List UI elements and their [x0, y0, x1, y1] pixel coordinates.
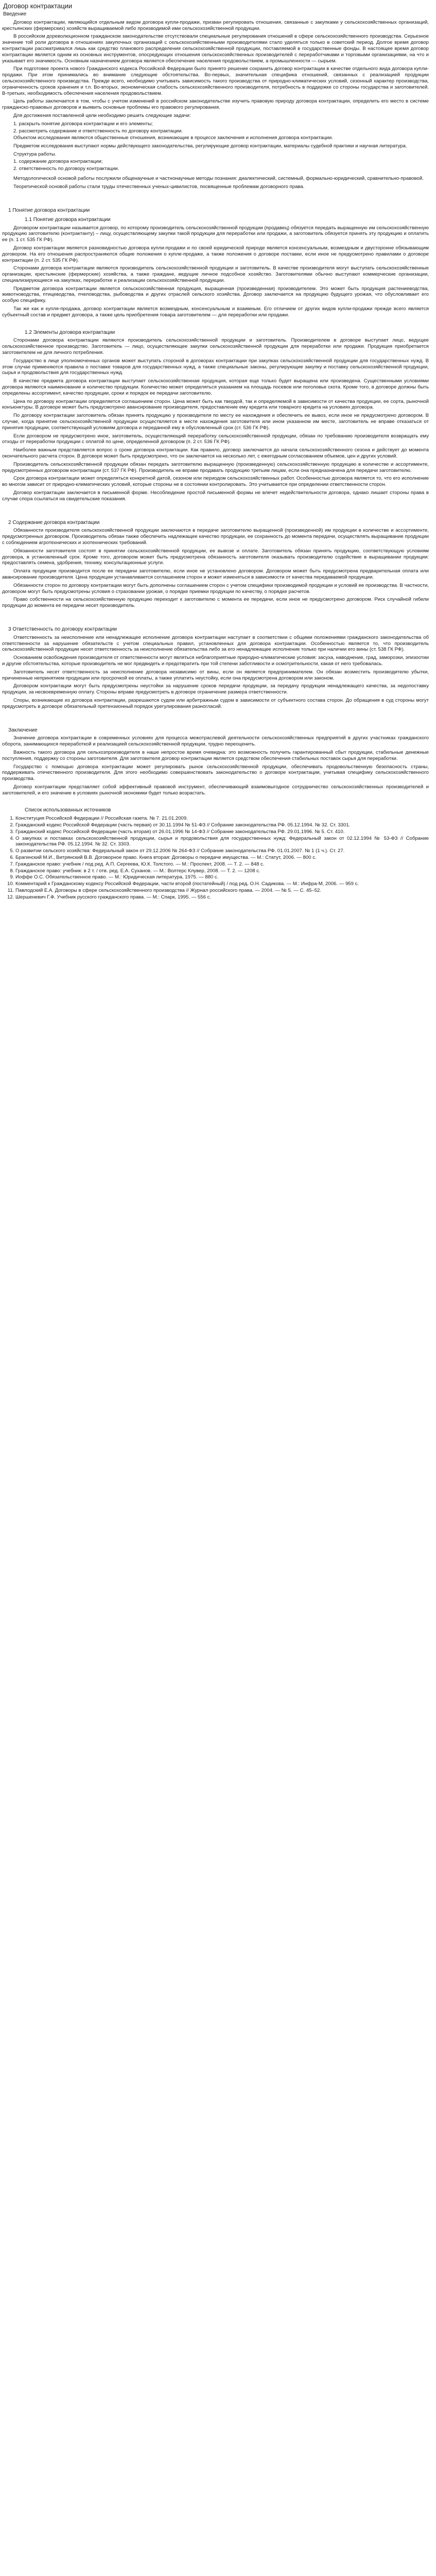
reference-item: 11. Павлодский Е.А. Договоры в сфере сельскохозяйственного производства // Журнал российского права. — 2004. — № 5. — С. 45–52.: [15, 888, 429, 894]
structure-item: 1. содержание договора контрактации;: [13, 158, 103, 164]
task-item: 2. рассмотреть содержание и ответственность по договору контрактации.: [13, 128, 183, 134]
body-paragraph: Важность такого договора для сельхозпроизводителя в наше непростое время очевидна: это возможность получить гарантированный сбыт продукции, стабильные денежные поступления, поддержку со стороны заготовителя. Для заготовителя договор контрактации является средством обеспечения стабильных поставок сырья для переработки.: [2, 749, 429, 761]
body-paragraph: Производитель сельскохозяйственной продукции обязан передать заготовителю выращенную (произведенную) сельскохозяйственную продукцию в количестве и ассортименте, предусмотренных договором контрактации (ст. 537 ГК РФ). Производитель не вправе продавать продукцию третьим лицам, если она предназначена для передачи заготовителю.: [2, 461, 429, 473]
reference-item: 4. О закупках и поставках сельскохозяйственной продукции, сырья и продовольствия для государственных нужд: Федеральный закон от 02.12.1994 № 53-ФЗ // Собрание законодательства РФ. 05.12.1994. № 32. Ст. 3303.: [15, 836, 429, 848]
references-list: [2, 816, 429, 900]
body-paragraph: Договор контрактации представляет собой эффективный правовой инструмент, обеспечивающий взаимовыгодное сотрудничество сельскохозяйственных производителей и заготовителей, и его значение в условиях рыночной экономики будет только возрастать.: [2, 784, 429, 796]
body-paragraph: Оплата продукции производится после ее передачи заготовителю, если иное не установлено договором. Договором может быть предусмотрена предварительная оплата или авансирование производителя. Цена продукции устанавливается соглашением сторон и может изменяться в зависимости от качества передаваемой продукции.: [2, 568, 429, 580]
chapter1-sub1-heading: 1.1 Понятие договора контрактации: [25, 216, 111, 223]
document-page: [0, 0, 436, 913]
reference-item: 5. О развитии сельского хозяйства: Федеральный закон от 29.12.2006 № 264-ФЗ // Собрание законодательства РФ. 01.01.2007. № 1 (1 ч.). Ст. 27.: [15, 848, 429, 854]
body-paragraph: Сторонами договора контрактации являются производитель сельскохозяйственной продукции и заготовитель. Производителем в договоре выступает лицо, ведущее сельскохозяйственное производство. Заготовитель — лицо, осуществляющее закупки сельскохозяйственной продукции для переработки или продажи. Продукция приобретается заготовителем не для личного потребления.: [2, 337, 429, 356]
chapter1-sub2-heading: 1.2 Элементы договора контрактации: [25, 329, 115, 335]
body-paragraph: Договор контрактации является разновидностью договора купли-продажи и по своей юридической природе является консенсуальным, возмездным и двусторонне обязывающим договором. На его отношения распространяются общие положения о купле-продаже, а также положения о договоре поставки, если иное не предусмотрено правилами о договоре контрактации (п. 2 ст. 535 ГК РФ).: [2, 245, 429, 263]
reference-item: 3. Гражданский кодекс Российской Федерации (часть вторая) от 26.01.1996 № 14-ФЗ // Собрание законодательства РФ. 29.01.1996. № 5. Ст. 410.: [15, 829, 429, 835]
intro-paragraph: Цель работы заключается в том, чтобы с учетом изменений в российском законодательстве изучить правовую природу договора контрактации, определить его место в системе гражданско-правовых договоров и выявить основные проблемы его правового регулирования.: [2, 98, 429, 111]
body-paragraph: Государство в лице уполномоченных органов может выступать стороной в договорах контрактации при закупках сельскохозяйственной продукции для государственных нужд. В этом случае применяются правила о поставке товаров для государственных нужд, а также специальные законы, регулирующие закупку и поставку сельскохозяйственной продукции, сырья и продовольствия для государственных нужд.: [2, 358, 429, 376]
body-paragraph: Споры, возникающие из договора контрактации, разрешаются судом или арбитражным судом в зависимости от субъектного состава сторон. До обращения в суд стороны могут предусмотреть в договоре обязательный претензионный порядок урегулирования разногласий.: [2, 697, 429, 709]
structure-heading: Структура работы.: [13, 151, 57, 157]
reference-item: 1. Конституция Российской Федерации // Российская газета. № 7. 21.01.2009.: [15, 816, 429, 822]
task-item: 1. раскрыть понятие договора контрактации и его элементы;: [13, 121, 153, 127]
method-paragraph: Методологической основой работы послужили общенаучные и частнонаучные методы познания: диалектический, системный, формально-юридический, сравнительно-правовой.: [13, 176, 424, 182]
body-paragraph: Право собственности на сельскохозяйственную продукцию переходит к заготовителю с момента ее передачи, если иное не предусмотрено договором. Риск случайной гибели продукции до момента ее передачи несет производитель.: [2, 597, 429, 609]
reference-item: 12. Шершеневич Г.Ф. Учебник русского гражданского права. — М.: Спарк, 1995. — 556 с.: [15, 894, 429, 901]
body-paragraph: Обязанности сторон по договору контрактации могут быть дополнены соглашением сторон с учетом специфики производимой продукции и условий ее производства. В частности, договором могут быть предусмотрены условия о страховании урожая, о порядке приемки продукции по качеству, о порядке расчетов.: [2, 582, 429, 595]
body-paragraph: Обязанности заготовителя состоят в принятии сельскохозяйственной продукции, ее вывозе и оплате. Заготовитель обязан принять продукцию, соответствующую условиям договора, в установленный срок. Кроме того, договором может быть предусмотрена обязанность заготовителя оказывать производителю содействие в выращивании продукции: предоставлять семена, удобрения, технику, консультационные услуги.: [2, 548, 429, 566]
intro-heading: Введение: [3, 11, 27, 17]
chapter1-heading: 1 Понятие договора контрактации: [8, 207, 90, 213]
body-paragraph: Значение договора контрактации в современных условиях для процесса межотраслевой деятельности сельскохозяйственных предприятий в других участниках гражданского оборота, занимающихся переработкой и реализацией сельскохозяйственной продукции, трудно переоценить.: [2, 735, 429, 748]
body-paragraph: Предметом договора контрактации является сельскохозяйственная продукция, выращенная (произведенная) производителем. Это может быть продукция растениеводства, животноводства, птицеводства, пчеловодства, рыбоводства и других отраслей сельского хозяйства. Договор заключается на продукцию будущего урожая, что обусловливает его особую специфику.: [2, 285, 429, 304]
reference-item: 10. Комментарий к Гражданскому кодексу Российской Федерации, части второй (постатейный) / под ред. О.Н. Садикова. — М.: Инфра-М, 2006. — 959 с.: [15, 881, 429, 887]
body-paragraph: Наиболее важным представляется вопрос о сроке договора контрактации. Как правило, договор заключается до начала сельскохозяйственного сезона и действует до момента окончательного расчета сторон. В договоре может быть предусмотрено, что он заключается на несколько лет, с ежегодным согласованием объемов, цен и других условий.: [2, 447, 429, 460]
body-paragraph: Основанием освобождения производителя от ответственности могут являться неблагоприятные природно-климатические условия: засуха, наводнение, град, заморозки, эпизоотии и другие обстоятельства, которые производитель не мог предвидеть и предотвратить при той степени заботливости и осмотрительности, какая от него требовалась.: [2, 655, 429, 667]
body-paragraph: В качестве предмета договора контрактации выступает сельскохозяйственная продукция, которая еще только будет выращена или произведена. Существенными условиями договора являются наименование и количество продукции. Количество может определяться указанием на площадь посевов или поголовье скота. Кроме того, в договоре должны быть определены ассортимент, качество продукции, сроки и порядок ее передачи заготовителю.: [2, 378, 429, 396]
intro-paragraph: Предметом исследования выступают нормы действующего законодательства, регулирующие договор контрактации, материалы судебной практики и научная литература.: [13, 143, 407, 149]
document-title: Договор контрактации: [3, 2, 73, 10]
body-paragraph: Договор контрактации заключается в письменной форме. Несоблюдение простой письменной формы не влечет недействительности договора, однако лишает стороны права в случае спора ссылаться на свидетельские показания.: [2, 490, 429, 502]
intro-paragraph: Для достижения поставленной цели необходимо решить следующие задачи:: [13, 112, 191, 118]
body-paragraph: По договору контрактации заготовитель обязан принять продукцию у производителя по месту ее нахождения и обеспечить ее вывоз, если иное не предусмотрено договором. В случае, когда принятие сельскохозяйственной продукции осуществляется в месте нахождения заготовителя или ином указанном им месте, заготовитель не вправе отказаться от принятия продукции, соответствующей условиям договора и переданной ему в обусловленный срок (ст. 536 ГК РФ).: [2, 413, 429, 431]
chapter3-heading: 3 Ответственность по договору контрактации: [8, 626, 117, 632]
body-paragraph: Цена по договору контрактации определяется соглашением сторон. Цена может быть как твердой, так и определяемой в зависимости от качества продукции, ее сорта, рыночной конъюнктуры. В договоре может быть предусмотрено авансирование производителя, предоставление ему кредита или товарного кредита на условиях договора.: [2, 398, 429, 411]
intro-section: [2, 20, 429, 190]
reference-item: 7. Гражданское право: учебник / под ред. А.П. Сергеева, Ю.К. Толстого. — М.: Проспект, 2008. — Т. 2. — 848 с.: [15, 861, 429, 868]
intro-paragraph: Договор контрактации, являющийся отдельным видом договора купли-продажи, призван регулировать отношения, связанные с закупками у сельскохозяйственных организаций, крестьянских (фермерских) хозяйств выращиваемой либо производимой ими сельскохозяйственной продукции.: [2, 19, 429, 31]
chapter2-heading: 2 Содержание договора контрактации: [8, 519, 100, 526]
reference-item: 6. Брагинский М.И., Витрянский В.В. Договорное право. Книга вторая: Договоры о передаче имущества. — М.: Статут, 2006. — 800 с.: [15, 855, 429, 861]
intro-paragraph: При подготовке проекта нового Гражданского кодекса Российской Федерации было принято решение сохранить договор контрактации в качестве отдельного вида договора купли-продажи. При этом принимались во внимание следующие обстоятельства. Во-первых, значительная специфика отношений, связанных с реализацией продукции сельскохозяйственного производства. Прежде всего, необходимо учитывать зависимость такого производства от природно-климатических условий, сезонный характер производства, ограниченность сроков хранения и т.п. Во-вторых, экономическая слабость сельскохозяйственного производителя, потребность в поддержке со стороны государства и заготовителей. В-третьих, необходимость обеспечения населения продовольствием.: [2, 66, 429, 96]
reference-item: 8. Гражданское право: учебник: в 2 т. / отв. ред. Е.А. Суханов. — М.: Волтерс Клувер, 2008. — Т. 2. — 1208 с.: [15, 868, 429, 874]
chapter1-sub2-section: [2, 337, 429, 502]
body-paragraph: Обязанности производителя сельскохозяйственной продукции заключаются в передаче заготовителю выращенной (произведенной) им продукции в количестве и ассортименте, предусмотренных договором. Производитель обязан также обеспечить надлежащее качество продукции, ее сохранность до момента передачи, осуществлять выращивание продукции с соблюдением агротехнических и зоотехнических требований.: [2, 528, 429, 546]
intro-paragraph: Объектом исследования являются общественные отношения, возникающие в процессе заключения и исполнения договора контрактации.: [13, 135, 333, 141]
body-paragraph: Ответственность за неисполнение или ненадлежащее исполнение договора контрактации наступает в соответствии с общими положениями гражданского законодательства об ответственности за нарушение обязательств с учетом специальных правил, установленных для договора контрактации. Особенностью является то, что производитель сельскохозяйственной продукции несет ответственность за неисполнение обязательства либо за его ненадлежащее исполнение только при наличии его вины (ст. 538 ГК РФ).: [2, 634, 429, 653]
chapter3-section: [2, 635, 429, 710]
body-paragraph: Государство с помощью договора контрактации может регулировать рынок сельскохозяйственной продукции, обеспечивать продовольственную безопасность страны, поддерживать отечественного производителя. Для этого необходимо совершенствовать законодательство о договоре контрактации, учитывая специфику сельскохозяйственного производства.: [2, 764, 429, 782]
reference-item: 9. Иоффе О.С. Обязательственное право. — М.: Юридическая литература, 1975. — 880 с.: [15, 874, 429, 880]
body-paragraph: Так же как и купля-продажа, договор контрактации является возмездным, консенсуальным и взаимным. Его отличием от других видов купли-продажи прежде всего является субъектный состав и предмет договора, а также цель приобретения товара заготовителем — для переработки или продажи.: [2, 306, 429, 318]
body-paragraph: Если договором не предусмотрено иное, заготовитель, осуществляющий переработку сельскохозяйственной продукции, обязан по требованию производителя возвращать ему отходы от переработки продукции с оплатой по цене, определенной договором (п. 2 ст. 536 ГК РФ).: [2, 433, 429, 445]
body-paragraph: Срок договора контрактации может определяться конкретной датой, сезоном или периодом сельскохозяйственных работ. Особенностью договора является то, что его исполнение во многом зависит от природно-климатических условий, которые стороны не в состоянии контролировать. Это учитывается при определении ответственности сторон.: [2, 476, 429, 488]
method-paragraph: Теоретической основой работы стали труды отечественных ученых-цивилистов, посвященные проблемам договорного права.: [13, 184, 305, 190]
conclusion-heading: Заключение: [8, 727, 38, 733]
reference-item: 2. Гражданский кодекс Российской Федерации (часть первая) от 30.11.1994 № 51-ФЗ // Собрание законодательства РФ. 05.12.1994. № 32. Ст. 3301.: [15, 822, 429, 828]
references-heading: Список использованных источников: [25, 807, 111, 814]
body-paragraph: Договором контрактации называется договор, по которому производитель сельскохозяйственной продукции (продавец) обязуется передать выращенную им сельскохозяйственную продукцию заготовителю (контрактанту) – лицу, осуществляющему закупки такой продукции для переработки или продажи, а заготовитель обязуется принять эту продукцию и оплатить ее (п. 1 ст. 535 ГК РФ).: [2, 225, 429, 243]
structure-item: 2. ответственность по договору контрактации.: [13, 165, 119, 172]
body-paragraph: Сторонами договора контрактации являются производитель сельскохозяйственной продукции и заготовитель. В качестве производителя могут выступать сельскохозяйственные организации, крестьянские (фермерские) хозяйства, а также граждане, ведущие личное подсобное хозяйство. Заготовителями обычно выступают коммерческие организации, специализирующиеся на закупках, переработке и реализации сельскохозяйственной продукции.: [2, 265, 429, 283]
chapter1-sub1-section: [2, 225, 429, 318]
body-paragraph: Заготовитель несет ответственность за неисполнение договора независимо от вины, если он является предпринимателем. Он обязан возместить производителю убытки, причиненные непринятием продукции или просрочкой ее оплаты, а также уплатить неустойку, если она предусмотрена договором или законом.: [2, 669, 429, 681]
chapter2-section: [2, 528, 429, 609]
conclusion-section: [2, 735, 429, 796]
intro-paragraph: В российском дореволюционном гражданском законодательстве отсутствовали специальные регулирования отношений в сфере сельскохозяйственного производства. Серьезное значение той роли договора в отношениях закупочных организаций с сельскохозяйственными производителями стало уделяться только в советский период. Долгое время договор контрактации рассматривался лишь как средство планового распределения сельскохозяйственной продукции, поставляемой в государственные фонды. В настоящее время договор контрактации является одним из основных инструментов, опосредующих отношения сельскохозяйственных производителей с переработчиками и торговыми организациями, на что и указывает его значимость. Основным назначением договора является обеспечение населения продовольствием, а промышленности — сырьем.: [2, 33, 429, 64]
body-paragraph: Договором контрактации могут быть предусмотрены неустойки за нарушение сроков передачи продукции, за передачу продукции ненадлежащего качества, за недопоставку продукции, за несвоевременную оплату. Стороны вправе предусмотреть в договоре ограничение размера ответственности.: [2, 683, 429, 696]
